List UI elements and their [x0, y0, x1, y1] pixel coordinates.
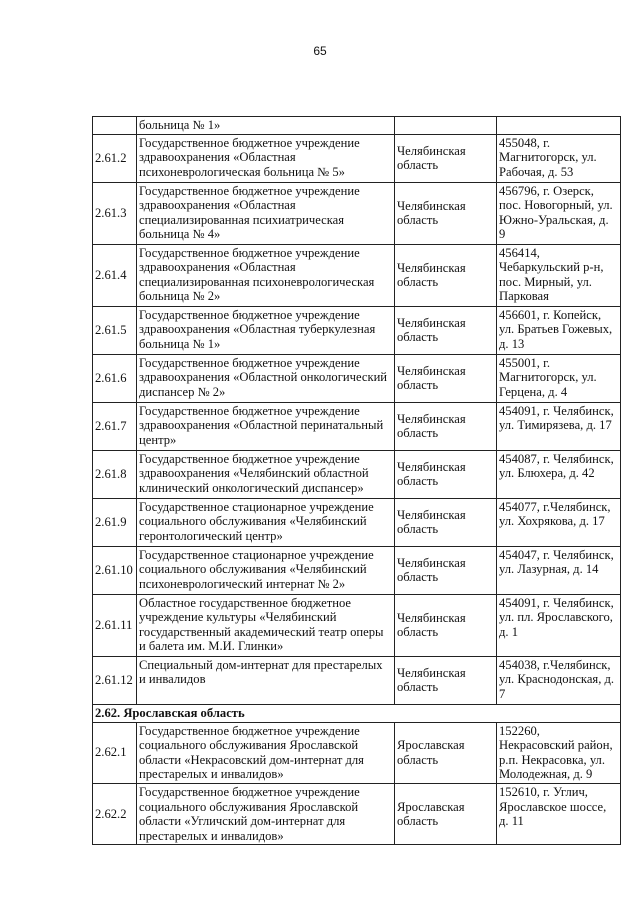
row-number: 2.62.2	[93, 783, 137, 844]
row-number: 2.61.3	[93, 182, 137, 244]
row-number: 2.61.2	[93, 134, 137, 182]
region: Челябинская область	[395, 354, 497, 402]
address: 454077, г.Челябинск, ул. Хохрякова, д. 17	[497, 498, 621, 546]
address: 152610, г. Углич, Ярославское шоссе, д. 11	[497, 783, 621, 844]
region: Ярославская область	[395, 783, 497, 844]
section-title: 2.62. Ярославская область	[93, 704, 621, 722]
table-row	[93, 354, 621, 402]
institution-name: Государственное стационарное учреждение социального обслуживания «Челябинский геронтологический центр»	[137, 498, 395, 546]
institution-name: Государственное бюджетное учреждение социального обслуживания Ярославской области «Некрасовский дом-интернат для престарелых и инвалидов»	[137, 722, 395, 783]
row-number: 2.61.9	[93, 498, 137, 546]
institution-name: Государственное стационарное учреждение социального обслуживания «Челябинский психоневрологический интернат № 2»	[137, 546, 395, 594]
row-number: 2.61.8	[93, 450, 137, 498]
region	[395, 117, 497, 135]
table-row	[93, 244, 621, 306]
row-number: 2.61.11	[93, 594, 137, 656]
row-number: 2.61.4	[93, 244, 137, 306]
institutions-table	[92, 116, 621, 845]
row-number: 2.61.7	[93, 402, 137, 450]
row-number: 2.61.12	[93, 656, 137, 704]
address: 454038, г.Челябинск, ул. Краснодонская, д. 7	[497, 656, 621, 704]
table-row	[93, 134, 621, 182]
row-number: 2.61.10	[93, 546, 137, 594]
table-row	[93, 656, 621, 704]
region: Челябинская область	[395, 306, 497, 354]
institution-name: Государственное бюджетное учреждение здравоохранения «Областная психоневрологическая больница № 5»	[137, 134, 395, 182]
table-row	[93, 722, 621, 783]
region: Челябинская область	[395, 594, 497, 656]
institution-name: Областное государственное бюджетное учреждение культуры «Челябинский государственный академический театр оперы и балета им. М.И. Глинки»	[137, 594, 395, 656]
institution-name: Государственное бюджетное учреждение здравоохранения «Областная туберкулезная больница № 1»	[137, 306, 395, 354]
institution-name: Специальный дом-интернат для престарелых и инвалидов	[137, 656, 395, 704]
address: 454047, г. Челябинск, ул. Лазурная, д. 14	[497, 546, 621, 594]
address: 454091, г. Челябинск, ул. Тимирязева, д. 17	[497, 402, 621, 450]
table-row	[93, 182, 621, 244]
row-number: 2.61.6	[93, 354, 137, 402]
region: Челябинская область	[395, 182, 497, 244]
address: 455048, г. Магнитогорск, ул. Рабочая, д. 53	[497, 134, 621, 182]
row-number	[93, 117, 137, 135]
page-number: 65	[313, 44, 327, 58]
region: Челябинская область	[395, 244, 497, 306]
address: 455001, г. Магнитогорск, ул. Герцена, д. 4	[497, 354, 621, 402]
table-row	[93, 594, 621, 656]
region: Челябинская область	[395, 498, 497, 546]
institution-name: Государственное бюджетное учреждение здравоохранения «Областной перинатальный центр»	[137, 402, 395, 450]
institution-name: Государственное бюджетное учреждение здравоохранения «Областная специализированная психоневрологическая больница № 2»	[137, 244, 395, 306]
table-row	[93, 117, 621, 135]
table-row	[93, 402, 621, 450]
region: Ярославская область	[395, 722, 497, 783]
row-number: 2.62.1	[93, 722, 137, 783]
institution-name: Государственное бюджетное учреждение здравоохранения «Областная специализированная психиатрическая больница № 4»	[137, 182, 395, 244]
region: Челябинская область	[395, 134, 497, 182]
table-row	[93, 783, 621, 844]
address: 152260, Некрасовский район, р.п. Некрасовка, ул. Молодежная, д. 9	[497, 722, 621, 783]
region: Челябинская область	[395, 656, 497, 704]
address: 456414, Чебаркульский р-н, пос. Мирный, ул. Парковая	[497, 244, 621, 306]
section-header-row	[93, 704, 621, 722]
institution-name: больница № 1»	[137, 117, 395, 135]
row-number: 2.61.5	[93, 306, 137, 354]
region: Челябинская область	[395, 450, 497, 498]
address: 456601, г. Копейск, ул. Братьев Гожевых, д. 13	[497, 306, 621, 354]
address: 454091, г. Челябинск, ул. пл. Ярославского, д. 1	[497, 594, 621, 656]
table-row	[93, 498, 621, 546]
table-row	[93, 450, 621, 498]
region: Челябинская область	[395, 546, 497, 594]
address	[497, 117, 621, 135]
region: Челябинская область	[395, 402, 497, 450]
address: 454087, г. Челябинск, ул. Блюхера, д. 42	[497, 450, 621, 498]
table-row	[93, 546, 621, 594]
table-row	[93, 306, 621, 354]
institution-name: Государственное бюджетное учреждение здравоохранения «Челябинский областной клинический онкологический диспансер»	[137, 450, 395, 498]
address: 456796, г. Озерск, пос. Новогорный, ул. Южно-Уральская, д. 9	[497, 182, 621, 244]
institution-name: Государственное бюджетное учреждение здравоохранения «Областной онкологический диспансер № 2»	[137, 354, 395, 402]
institution-name: Государственное бюджетное учреждение социального обслуживания Ярославской области «Угличский дом-интернат для престарелых и инвалидов»	[137, 783, 395, 844]
